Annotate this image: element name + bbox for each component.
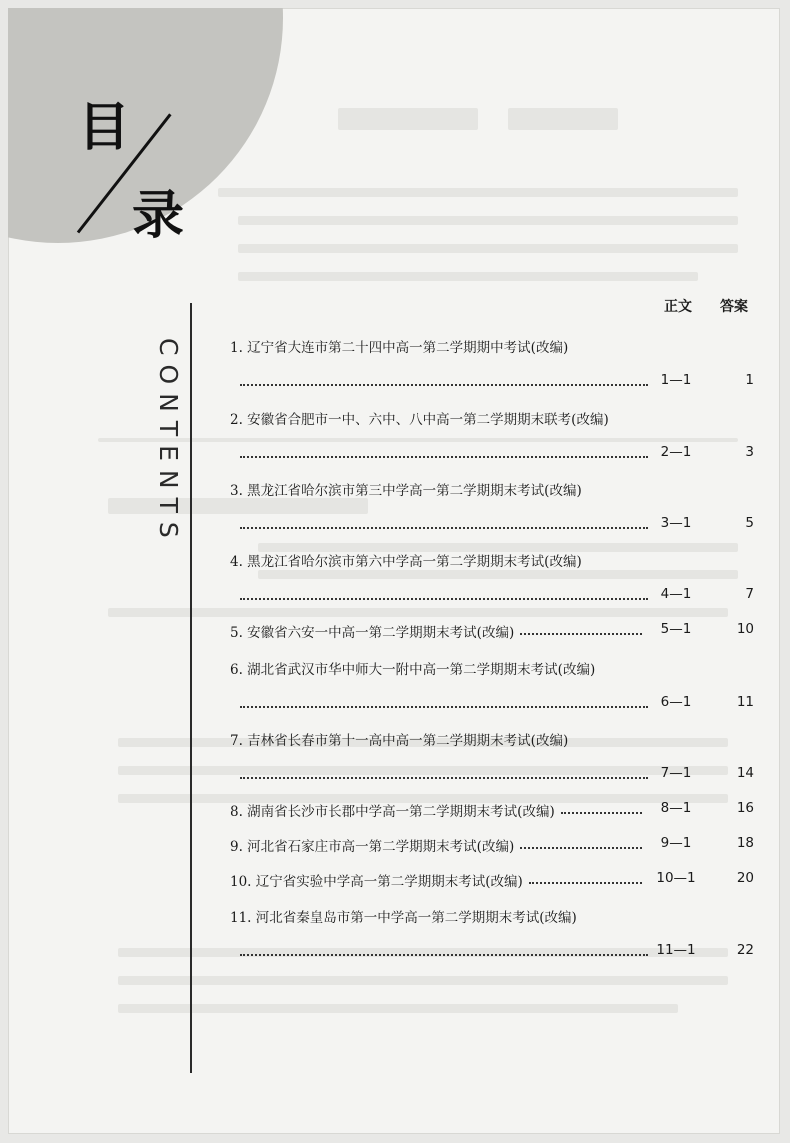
document-page — [8, 8, 780, 1134]
column-header-answer: 答案 — [720, 299, 748, 315]
toc-entry-answer-page: 18 — [736, 835, 754, 851]
toc-entry-page: 2—1 — [660, 444, 692, 460]
toc-entry-answer-page: 10 — [736, 621, 754, 637]
toc-entry-title: 9. 河北省石家庄市高一第二学期期末考试(改编) — [230, 839, 515, 855]
leader-dots — [240, 954, 648, 956]
toc-entry[interactable] — [230, 658, 760, 722]
toc-entry[interactable] — [230, 906, 760, 970]
toc-entry-page: 3—1 — [660, 515, 692, 531]
toc-entry-page: 8—1 — [660, 800, 692, 816]
toc-entry-answer-page: 11 — [736, 694, 754, 710]
toc-entry-page: 5—1 — [660, 621, 692, 637]
column-header-main: 正文 — [664, 299, 692, 315]
toc-entry-answer-page: 16 — [736, 800, 754, 816]
toc-entry-title: 10. 辽宁省实验中学高一第二学期期末考试(改编) — [230, 874, 523, 890]
toc-entry[interactable] — [230, 550, 760, 614]
toc-entry-title: 4. 黑龙江省哈尔滨市第六中学高一第二学期期末考试(改编) — [230, 554, 582, 570]
leader-dots — [520, 847, 642, 849]
toc-heading-mu: 目 — [78, 97, 131, 158]
leader-dots — [240, 456, 648, 458]
toc-entry-title: 7. 吉林省长春市第十一高中高一第二学期期末考试(改编) — [230, 733, 569, 749]
toc-entry-title: 11. 河北省秦皇岛市第一中学高一第二学期期末考试(改编) — [230, 910, 577, 926]
toc-entry-title: 6. 湖北省武汉市华中师大一附中高一第二学期期末考试(改编) — [230, 662, 596, 678]
toc-entry-title: 2. 安徽省合肥市一中、六中、八中高一第二学期期末联考(改编) — [230, 412, 609, 428]
toc-entry-page: 6—1 — [660, 694, 692, 710]
toc-entry-page: 10—1 — [656, 870, 696, 886]
toc-entry-title: 1. 辽宁省大连市第二十四中高一第二学期期中考试(改编) — [230, 340, 569, 356]
toc-entry[interactable] — [230, 336, 760, 400]
toc-entry[interactable] — [230, 621, 760, 651]
toc-entry-answer-page: 22 — [736, 942, 754, 958]
toc-entry[interactable] — [230, 800, 760, 830]
leader-dots — [240, 777, 648, 779]
toc-entry[interactable] — [230, 479, 760, 543]
toc-entry[interactable] — [230, 408, 760, 472]
toc-entry-page: 1—1 — [660, 372, 692, 388]
toc-entry-page: 4—1 — [660, 586, 692, 602]
leader-dots — [529, 882, 642, 884]
leader-dots — [561, 812, 642, 814]
toc-entry-answer-page: 1 — [745, 372, 754, 388]
toc-entry-answer-page: 14 — [736, 765, 754, 781]
toc-entry[interactable] — [230, 835, 760, 865]
toc-heading-lu: 录 — [132, 185, 185, 246]
toc-entry[interactable] — [230, 729, 760, 793]
toc-entry-title: 8. 湖南省长沙市长郡中学高一第二学期期末考试(改编) — [230, 804, 555, 820]
leader-dots — [240, 706, 648, 708]
leader-dots — [240, 384, 648, 386]
leader-dots — [240, 598, 648, 600]
toc-entry-answer-page: 5 — [745, 515, 754, 531]
toc-entry-page: 7—1 — [660, 765, 692, 781]
toc-entry-title: 5. 安徽省六安一中高一第二学期期末考试(改编) — [230, 625, 515, 641]
vertical-divider — [190, 303, 192, 1073]
toc-entry-page: 11—1 — [656, 942, 696, 958]
toc-entry-answer-page: 3 — [745, 444, 754, 460]
toc-entry-answer-page: 7 — [745, 586, 754, 602]
leader-dots — [520, 633, 642, 635]
toc-entry-answer-page: 20 — [736, 870, 754, 886]
toc-entry-title: 3. 黑龙江省哈尔滨市第三中学高一第二学期期末考试(改编) — [230, 483, 582, 499]
contents-vertical-label: CONTENTS — [154, 338, 183, 547]
toc-entry-page: 9—1 — [660, 835, 692, 851]
toc-entry[interactable] — [230, 870, 760, 900]
leader-dots — [240, 527, 648, 529]
